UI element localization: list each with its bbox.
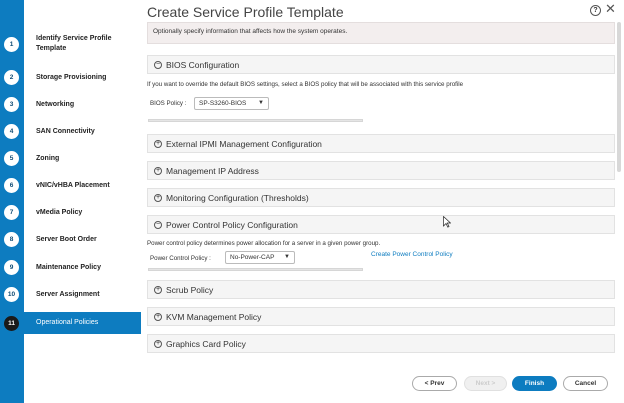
collapse-icon: − (155, 61, 161, 68)
section-monitoring-header[interactable] (147, 188, 615, 207)
wizard-step-zoning[interactable] (0, 151, 141, 166)
step-number: 8 (4, 232, 19, 247)
cancel-button[interactable]: Cancel (563, 376, 608, 391)
section-title: Scrub Policy (166, 284, 214, 295)
section-divider (148, 268, 363, 271)
caret-down-icon: ▼ (258, 100, 264, 106)
wizard-step-boot-order[interactable] (0, 232, 141, 247)
select-value: SP-S3260-BIOS (199, 100, 247, 107)
step-label: Zoning (36, 154, 60, 162)
collapse-icon: − (155, 221, 161, 228)
section-title: Power Control Policy Configuration (166, 219, 298, 230)
expand-icon: + (155, 167, 161, 174)
scrollbar[interactable] (617, 22, 621, 172)
step-label: Identify Service Profile Template (36, 35, 112, 52)
close-icon[interactable]: ✕ (605, 1, 616, 16)
step-number: 10 (4, 287, 19, 302)
expand-icon: + (155, 140, 161, 147)
step-label: vMedia Policy (36, 208, 83, 216)
step-number: 3 (4, 97, 19, 112)
step-label: SAN Connectivity (36, 127, 95, 135)
step-number: 7 (4, 205, 19, 220)
section-divider (148, 119, 363, 122)
wizard-progress-line (0, 0, 24, 403)
step-number: 4 (4, 124, 19, 139)
wizard-step-storage[interactable] (0, 70, 141, 85)
wizard-step-networking[interactable] (0, 97, 141, 112)
step-number: 9 (4, 260, 19, 275)
step-number: 6 (4, 178, 19, 193)
wizard-step-vmedia[interactable] (0, 205, 141, 220)
section-title: Management IP Address (166, 165, 259, 176)
mouse-cursor-icon (443, 216, 451, 228)
help-icon[interactable]: ? (590, 5, 601, 16)
power-policy-select[interactable] (225, 251, 295, 264)
section-power-header[interactable] (147, 215, 615, 234)
expand-icon: + (155, 194, 161, 201)
section-kvm-header[interactable] (147, 307, 615, 326)
dialog-title: Create Service Profile Template (147, 4, 344, 20)
finish-button[interactable]: Finish (512, 376, 557, 391)
wizard-step-identify[interactable] (0, 32, 141, 56)
step-number: 1 (4, 37, 19, 52)
bios-description: If you want to override the default BIOS settings, select a BIOS policy that will be associated with this service profile (147, 81, 464, 88)
step-label: Server Boot Order (36, 235, 97, 243)
bios-policy-select[interactable] (194, 97, 269, 110)
expand-icon: + (155, 340, 161, 347)
section-title: External IPMI Management Configuration (166, 138, 322, 149)
wizard-step-placement[interactable] (0, 178, 141, 193)
step-label: Networking (36, 100, 75, 108)
power-description: Power control policy determines power allocation for a server in a given power group. (147, 240, 381, 247)
section-title: Graphics Card Policy (166, 338, 246, 349)
dialog-content (141, 0, 624, 403)
next-button[interactable]: Next > (464, 376, 507, 391)
wizard-step-maintenance[interactable] (0, 260, 141, 275)
wizard-step-server-assignment[interactable] (0, 287, 141, 302)
create-power-policy-link[interactable]: Create Power Control Policy (371, 251, 453, 258)
section-ipmi-header[interactable] (147, 134, 615, 153)
step-number: 5 (4, 151, 19, 166)
section-title: Monitoring Configuration (Thresholds) (166, 192, 309, 203)
step-label: vNIC/vHBA Placement (36, 181, 110, 189)
wizard-step-san[interactable] (0, 124, 141, 139)
section-graphics-header[interactable] (147, 334, 615, 353)
section-mgmt-ip-header[interactable] (147, 161, 615, 180)
step-label: Storage Provisioning (36, 73, 107, 81)
bios-policy-label: BIOS Policy : (150, 100, 187, 107)
step-number: 11 (4, 316, 19, 331)
section-bios-header[interactable] (147, 55, 615, 74)
expand-icon: + (155, 286, 161, 293)
section-title: BIOS Configuration (166, 59, 240, 70)
step-label: Server Assignment (36, 290, 100, 298)
caret-down-icon: ▼ (284, 254, 290, 260)
step-label: Operational Policies (36, 319, 99, 326)
step-label: Maintenance Policy (36, 263, 101, 271)
wizard-sidebar (0, 0, 141, 403)
power-policy-label: Power Control Policy : (150, 255, 211, 262)
select-value: No-Power-CAP (230, 254, 275, 261)
wizard-step-operational[interactable] (0, 312, 141, 334)
section-scrub-header[interactable] (147, 280, 615, 299)
description-bar: Optionally specify information that affects how the system operates. (147, 22, 615, 44)
prev-button[interactable]: < Prev (412, 376, 457, 391)
step-number: 2 (4, 70, 19, 85)
expand-icon: + (155, 313, 161, 320)
section-title: KVM Management Policy (166, 311, 262, 322)
